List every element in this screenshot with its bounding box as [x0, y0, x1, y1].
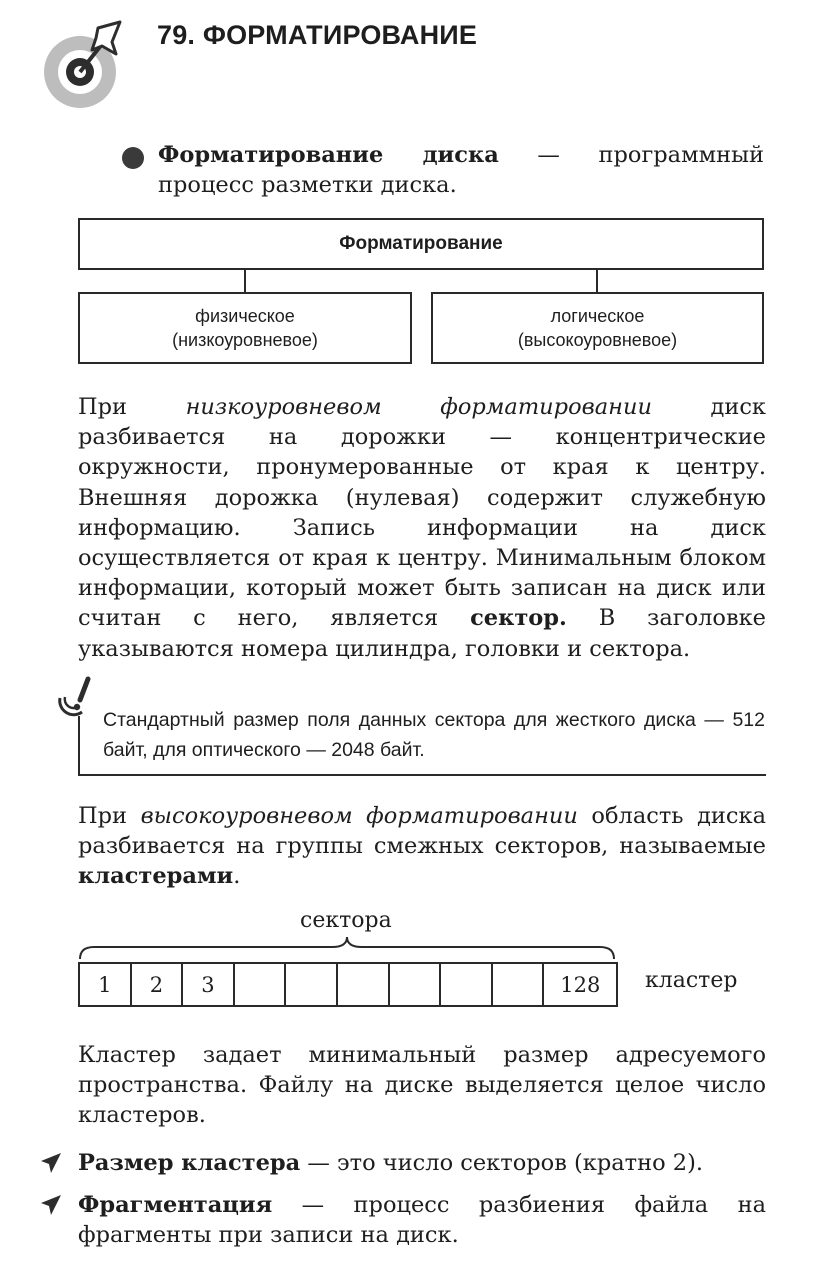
logical-sublabel: (высокоуровневое): [517, 330, 678, 350]
p2-pre: При: [78, 803, 141, 829]
sector-cell: [338, 964, 390, 1005]
p2-body: область диска разбивается на группы смежных секторов, называемые: [78, 803, 766, 860]
term-cluster-size-title: Размер кластера: [78, 1150, 301, 1176]
p2-italic-term: высокоуровневом форматировании: [140, 803, 578, 829]
term-fragmentation-title: Фрагментация: [78, 1192, 273, 1218]
term-cluster-size: [78, 1148, 766, 1178]
sector-cell: [390, 964, 442, 1005]
diagram-connector-left: [244, 270, 246, 292]
sector-cell: 1: [80, 964, 132, 1005]
sector-cell: [286, 964, 338, 1005]
note-border-vertical: [78, 716, 80, 776]
paragraph-cluster: Кластер задает минимальный размер адресуемого пространства. Файлу на диске выделяется целое число кластеров.: [78, 1042, 766, 1129]
definition-text: программный процесс разметки диска.: [158, 142, 764, 198]
cluster-label: кластер: [645, 968, 738, 993]
p1-italic-term: низкоуровневом форматировании: [185, 394, 652, 420]
term-cluster-size-text: — это число секторов (кратно 2).: [300, 1150, 704, 1176]
p1-body: диск разбивается на дорожки — концентрические окружности, пронумерованные от края к центру. Внешняя дорожка (нулевая) содержит служебную информацию. Запись информации на диск осуществляется от края к центру. Минимальным блоком информации, который может быть записан на диск или считан с него, является: [78, 394, 766, 632]
note-border-horizontal: [78, 774, 766, 776]
diagram-root-box: [78, 218, 764, 270]
diagram-logical-box: [431, 292, 764, 364]
diagram-physical-box: [78, 292, 412, 364]
p1-post: В заголовке указываются номера цилиндра, головки и сектора.: [78, 605, 766, 662]
paragraph-high-level: [78, 801, 766, 892]
p1-pre: При: [78, 394, 186, 420]
physical-label: физическое: [195, 306, 295, 326]
physical-sublabel: (низкоуровневое): [172, 330, 318, 350]
arrow-bullet-icon: [40, 1152, 62, 1174]
arrow-bullet-icon: [40, 1194, 62, 1216]
bullet-dot-icon: [122, 147, 144, 169]
sector-cell: 3: [183, 964, 235, 1005]
diagram-root-label: Форматирование: [339, 233, 503, 254]
section-title: 79. ФОРМАТИРОВАНИЕ: [157, 20, 478, 50]
target-arrow-icon: [40, 20, 128, 112]
logical-label: логическое: [550, 306, 645, 326]
sector-cells-row: [78, 962, 618, 1007]
sectors-label: сектора: [300, 908, 392, 933]
definition-term: Форматирование диска: [158, 142, 499, 168]
term-fragmentation-text: — процесс разбиения файла на фрагменты при записи на диск.: [78, 1192, 766, 1248]
diagram-connector-right: [596, 270, 598, 292]
sector-cell: [235, 964, 287, 1005]
definition-formatting: [158, 140, 764, 200]
exclamation-note-icon: [52, 676, 98, 722]
sector-cell: [441, 964, 493, 1005]
sector-cell: [493, 964, 545, 1005]
paragraph-low-level: [78, 392, 766, 664]
p2-post: .: [233, 863, 241, 890]
definition-dash: —: [498, 142, 599, 168]
p2-bold-term: кластерами: [78, 863, 234, 890]
curly-brace-icon: [78, 935, 616, 961]
term-fragmentation: [78, 1190, 766, 1250]
note-text: Стандартный размер поля данных сектора для жесткого диска — 512 байт, для оптического — 2048 байт.: [103, 709, 765, 761]
p1-bold-term: сектор.: [470, 605, 567, 632]
sector-cell: 2: [132, 964, 184, 1005]
sector-cell: 128: [560, 972, 601, 997]
